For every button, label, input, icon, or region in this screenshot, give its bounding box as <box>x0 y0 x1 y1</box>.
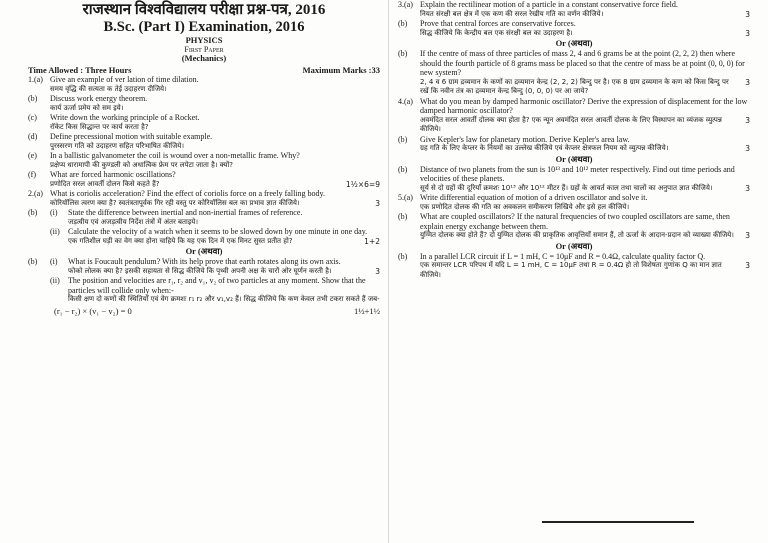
or-separator: Or (अथवा) <box>555 38 593 48</box>
question-1a: 1.(a) Give an example of ver lation of time dilation. समय वृद्धि की सत्यता क तेई उदाहरण दीजिये। <box>28 75 199 93</box>
marks-label: 3 <box>745 261 750 270</box>
collision-formula: (r₁ − r₂) × (v₁ − v₂) = 0 1½+1½ <box>54 305 380 316</box>
question-2b: (b) (i) State the difference between inertial and non-inertial frames of reference. जड़त्वीय एवं अजड़त्वीय निर्देश तंत्रों में अंतर बताइये। (ii) Calculate the velocity of a watch when it seems to be slowed down by one minute in one day. 1+2 एक गतिशील घड़ी का वेग क्या होना चाहिये कि यह एक दिन में एक मिनट सुस्त प्रतीत हो? <box>28 208 380 246</box>
or-separator: Or (अथवा) <box>185 246 223 256</box>
marks-label: 3 <box>745 28 750 38</box>
question-2b-or-ii: (ii) The position and velocities are r₁, r₂ and v₁, v₂ of two particles at any moment. Show that the particles will collide only when:- किसी क्षण दो कणों की स्थितियाँ एवं वेग क्रमशः r₁ r₂ और v₁,v₂ हैं। सिद्ध कीजिये कि कण केवल तभी टकरा सकते हैं जब- <box>50 276 380 303</box>
question-3a: 3.(a) Explain the rectilinear motion of a particle in a constant conservative force field. 3 नियत संरक्षी बल क्षेत्र में एक कण की सरल रेखीय गति का वर्णन कीजिये। <box>398 0 750 19</box>
title-english: B.Sc. (Part I) Examination, 2016 <box>103 19 305 35</box>
question-2b-or-i: (i) What is Foucault pendulum? With its help prove that earth rotates along its own axis. 3 फोको लोलक क्या है? इसकी सहायता से सिद्ध कीजिये कि पृथ्वी अपनी अक्ष के चारों ओर घूर्णन करती है। <box>50 257 380 276</box>
question-2b-i: (i) State the difference between inertial and non-inertial frames of reference. जड़त्वीय एवं अजड़त्वीय निर्देश तंत्रों में अंतर बताइये। <box>50 208 303 226</box>
paper-name: First Paper <box>184 45 224 54</box>
topic-name: (Mechanics) <box>181 53 227 63</box>
question-2b-or: (b) (i) What is Foucault pendulum? With its help prove that earth rotates along its own axis. 3 फोको लोलक क्या है? इसकी सहायता से सिद्ध कीजिये कि पृथ्वी अपनी अक्ष के चारों ओर घूर्णन करती है। (ii) The position and velocities are r₁, r₂ and v₁, v₂ of two particles at any moment. Show that the particles will collide only when:- किसी क्षण दो कणों की स्थितियाँ एवं वेग क्रमशः r₁ r₂ और v₁,v₂ हैं। सिद्ध कीजिये कि कण केवल तभी टकरा सकते हैं जब- <box>28 257 380 303</box>
marks-label: 3 <box>745 144 750 153</box>
question-4b-or: (b) Distance of two planets from the sun is 10¹³ and 10¹² meter respectively. Find out time periods and velocities of these planets. 3 सूर्य से दो ग्रहों की दूरियाँ क्रमशः 10¹³ और 10¹² मीटर हैं। ग्रहों के आवर्त काल तथा चालों का अनुपात ज्ञात कीजिये। <box>398 164 750 193</box>
or-separator: Or (अथवा) <box>555 153 593 164</box>
question-1d: (d) Define precessional motion with suitable example. पुरस्सरण गति को उदाहरण सहित परिभाषित कीजिये। <box>28 132 213 150</box>
question-2b-ii: (ii) Calculate the velocity of a watch when it seems to be slowed down by one minute in one day. 1+2 एक गतिशील घड़ी का वेग क्या होना चाहिये कि यह एक दिन में एक मिनट सुस्त प्रतीत हो? <box>50 227 380 246</box>
end-of-paper-rule <box>542 521 694 523</box>
question-4b: (b) Give Kepler's law for planetary motion. Derive Kepler's area law. 3 ग्रह गति के लिए केप्लर के नियमों का उल्लेख कीजिये एवं केप्लर क्षेत्रफल नियम को व्युत्पन्न कीजिये। <box>398 134 750 153</box>
question-3b: (b) Prove that central forces are conservative forces. 3 सिद्ध कीजिये कि केन्द्रीय बल एक संरक्षी बल का उदाहरण है। <box>398 19 750 38</box>
question-5a: 5.(a) Write differential equation of motion of a driven oscillator and solve it. एक प्रणोदित दोलक की गति का अवकलन समीकरण लिखिये और इसे हल कीजिये। <box>398 193 648 211</box>
subject-name: PHYSICS <box>185 35 223 45</box>
marks-label: 1+2 <box>364 236 380 246</box>
question-5b-or: (b) In a parallel LCR circuit if L = 1 mH, C = 10μF and R = 0.4Ω, calculate quality factor Q. 3 एक समान्तर LCR परिपथ में यदि L = 1 mH, C = 10μF तथा R = 0.4Ω हो तो विशेषता गुणांक Q का मान ज्ञात कीजिये। <box>398 251 750 279</box>
question-5b: (b) What are coupled oscillators? If the natural frequencies of two coupled oscillators are same, then explain energy exchange between them. 3 युग्मित दोलक क्या होते हैं? दो युग्मित दोलक की प्राकृतिक आवृत्तियाँ समान हैं, तो ऊर्जा के आदान-प्रदान को व्याख्या कीजिये। <box>398 212 750 240</box>
or-separator: Or (अथवा) <box>555 240 593 251</box>
marks-label: 3 <box>745 115 750 125</box>
column-divider <box>388 0 389 543</box>
marks-label: 1½+1½ <box>353 305 380 316</box>
marks-label: 1½×6=9 <box>345 179 380 189</box>
question-1e: (e) In a ballistic galvanometer the coil is wound over a non-metallic frame. Why? प्रक्षेप्य धारामापी की कुण्डली को अधात्विक फ्रेम पर लपेटा जाता है। क्यों? <box>28 151 300 169</box>
marks-label: 3 <box>745 77 750 87</box>
marks-label: 3 <box>375 198 380 208</box>
left-column <box>28 0 380 317</box>
question-4a: 4.(a) What do you mean by damped harmonic oscillator? Derive the expression of displacement for the low damped harmonic oscillator? 3 अवमंदित सरल आवर्ती दोलक क्या होता है? एक न्यून अवमंदित सरल आवर्ती दोलक के लिए विस्थापन का व्यंजक व्युत्पन्न कीजिये। <box>398 96 750 133</box>
question-1b: (b) Discuss work energy theorem. कार्य ऊर्जा प्रमेय को सम इये। <box>28 94 148 112</box>
question-2a: 2.(a) What is coriolis acceleration? Find the effect of coriolis force on a freely falling body. 3 कोरियॉलिस त्वरण क्या है? स्वतंत्रतापूर्वक गिर रही वस्तु पर कोरियॉलिस बल का प्रभाव ज्ञात कीजिये। <box>28 189 380 208</box>
title-hindi: राजस्थान विश्वविद्यालय परीक्षा प्रश्न-पत्र, 2016 <box>82 2 326 18</box>
maximum-marks: Maximum Marks :33 <box>302 65 380 75</box>
marks-label: 3 <box>375 266 380 276</box>
marks-label: 3 <box>745 231 750 240</box>
marks-label: 3 <box>745 9 750 19</box>
question-1f: (f) What are forced harmonic oscillations? 1½×6=9 प्रणोदित सरल आवर्ती दोलन किसे कहते हैं? <box>28 170 380 189</box>
time-allowed: Time Allowed : Three Hours <box>28 65 132 75</box>
marks-label: 3 <box>745 183 750 193</box>
exam-meta <box>28 65 380 75</box>
question-1c: (c) Write down the working principle of a Rocket. रॉकेट किस सिद्धान्त पर कार्य करता है? <box>28 113 200 131</box>
right-column <box>398 0 750 280</box>
question-3b-or: (b) If the centre of mass of three particles of mass 2, 4 and 6 grams be at the point (2, 2, 2) then where should the fourth particle of 8 grams mass be placed so that the centre of mass be at point (0, 0, 0) for new system? 3 2, 4 व 6 ग्राम द्रव्यमान के कणों का द्रव्यमान केन्द्र (2, 2, 2) बिन्दु पर है। एक 8 ग्राम द्रव्यमान के कण को किस बिन्दु पर रखें कि नवीन तंत्र का द्रव्यमान केन्द्र बिन्दु (0, 0, 0) पर आ जाये? <box>398 49 750 95</box>
